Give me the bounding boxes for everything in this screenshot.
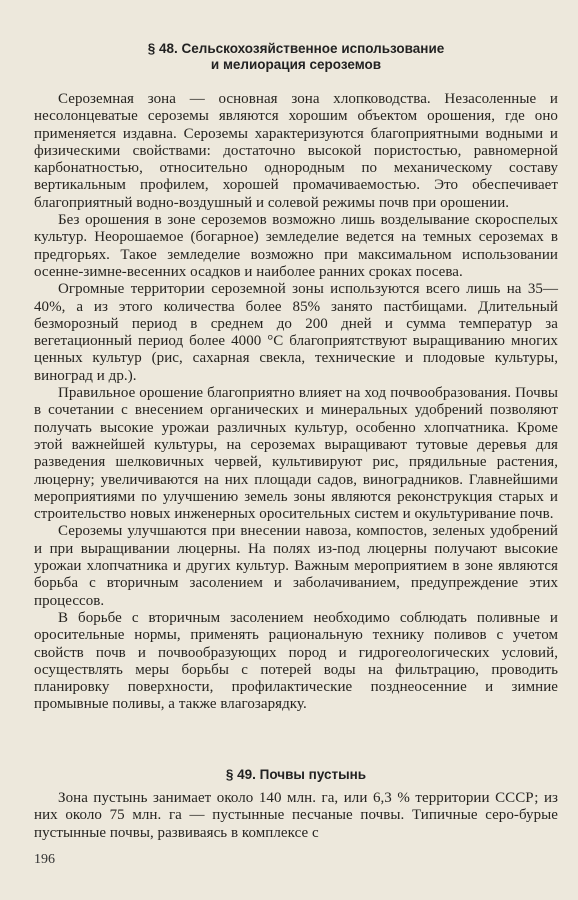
section-heading-48-line1: § 48. Сельскохозяйственное использование (147, 41, 445, 56)
section-heading-49: § 49. Почвы пустынь (225, 767, 367, 782)
section-heading-48 (34, 41, 558, 73)
paragraph-3: Огромные территории сероземной зоны используются всего лишь на 35—40%, а из этого количества более 85% занято пастбищами. Длительный безморозный период в среднем до 200 дней и сумма температур за вегетационный период более 4000 °С благоприятствуют выращиванию многих ценных культур (рис, сахарная свекла, технические и плодовые культуры, виноград и др.). (34, 281, 558, 384)
book-page (34, 0, 558, 900)
paragraph-1: Сероземная зона — основная зона хлопководства. Незасоленные и несолонцеватые сероземы являются хорошим объектом орошения, где оно применяется издавна. Сероземы характеризуются благоприятными водными и физическими свойствами: достаточно высокой пористостью, равномерной карбонатностью, относительно однородным по механическому составу вертикальным профилем, хорошей промачиваемостью. Это обеспечивает благоприятный водно-воздушный и солевой режимы почв при орошении. (34, 91, 558, 211)
section-48-body (34, 91, 558, 714)
section-heading-48-line2: и мелиорация сероземов (210, 57, 382, 72)
page-number: 196 (34, 852, 55, 867)
paragraph-5: Сероземы улучшаются при внесении навоза, компостов, зеленых удобрений и при выращивании люцерны. На полях из-под люцерны получают высокие урожаи хлопчатника и других культур. Важным мероприятием в зоне являются борьба с вторичным засолением и заболачиванием, предупреждение этих процессов. (34, 523, 558, 609)
paragraph-2: Без орошения в зоне сероземов возможно лишь возделывание скороспелых культур. Неорошаемое (богарное) земледелие ведется на темных сероземах в предгорьях. Такое земледелие возможно при максимальном использовании осенне-зимне-весенних осадков и наиболее ранних сроках посева. (34, 212, 558, 280)
paragraph-7: Зона пустынь занимает около 140 млн. га, или 6,3 % территории СССР; из них около 75 млн. га — пустынные песчаные почвы. Типичные серо-бурые пустынные почвы, развиваясь в комплексе с (34, 790, 558, 841)
section-49-body (34, 790, 558, 842)
paragraph-6: В борьбе с вторичным засолением необходимо соблюдать поливные и оросительные нормы, применять рациональную технику поливов с учетом свойств почв и почвообразующих пород и гидрогеологических условий, осуществлять меры борьбы с потерей воды на фильтрацию, проводить планировку поверхности, профилактические позднеосенние и зимние промывные поливы, а также влагозарядку. (34, 609, 558, 713)
paragraph-4: Правильное орошение благоприятно влияет на ход почвообразования. Почвы в сочетании с внесением органических и минеральных удобрений позволяют получать высокие урожаи различных культур, особенно хлопчатника. Кроме этой важнейшей культуры, на сероземах выращивают тутовые деревья для разведения шелковичных червей, культивируют рис, прядильные растения, люцерну; увеличиваются на них площади садов, виноградников. Главнейшими мероприятиями по улучшению земель зоны являются реконструкция старых и строительство новых инженерных оросительных систем и окультуривание почв. (34, 385, 558, 523)
